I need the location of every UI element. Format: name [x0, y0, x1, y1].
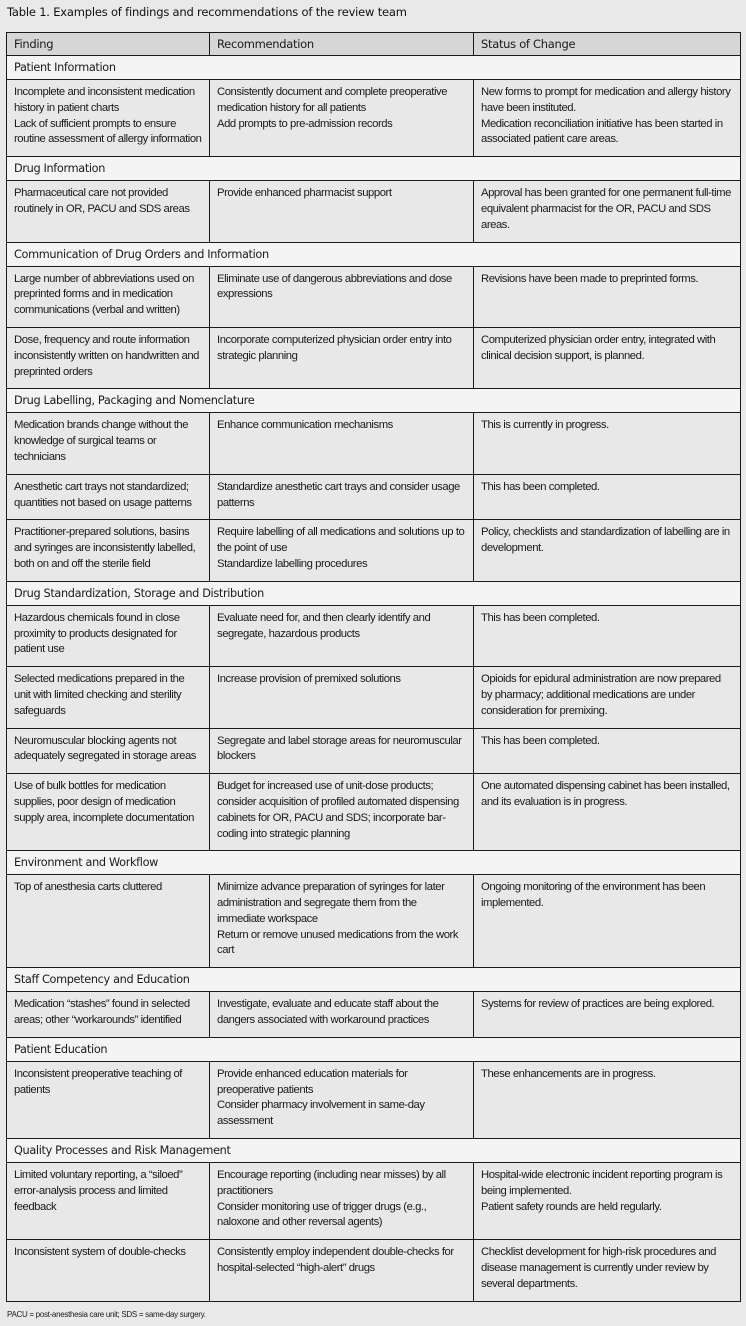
- recommendation-text: Eliminate use of dangerous abbreviations and dose expressions: [217, 272, 452, 301]
- table-row: [7, 413, 741, 474]
- status-text: These enhancements are in progress.: [481, 1067, 656, 1080]
- table-row: [7, 1163, 741, 1240]
- status-cell: [474, 1240, 741, 1301]
- section-title: Quality Processes and Risk Management: [7, 1139, 741, 1163]
- finding-text: Selected medications prepared in the unit with limited checking and sterility safeguards: [14, 673, 185, 717]
- finding-text: Lack of sufficient prompts to ensure routine assessment of allergy information: [14, 117, 202, 146]
- recommendation-text: Evaluate need for, and then clearly identify and segregate, hazardous products: [217, 611, 431, 640]
- section-header-row: [7, 242, 741, 266]
- recommendation-text: Enhance communication mechanisms: [217, 419, 393, 432]
- status-text: Systems for review of practices are being explored.: [481, 998, 715, 1011]
- finding-cell: [7, 1240, 210, 1301]
- recommendation-text: Consider pharmacy involvement in same-day assessment: [217, 1099, 425, 1128]
- finding-cell: [7, 413, 210, 474]
- section-title: Drug Labelling, Packaging and Nomenclature: [7, 389, 741, 413]
- finding-text: Inconsistent preoperative teaching of patients: [14, 1067, 182, 1096]
- finding-cell: [7, 875, 210, 968]
- status-text: This is currently in progress.: [481, 419, 609, 432]
- finding-cell: [7, 266, 210, 327]
- column-header-status: Status of Change: [474, 33, 741, 56]
- table-row: [7, 774, 741, 851]
- table-row: [7, 266, 741, 327]
- status-text: Computerized physician order entry, integrated with clinical decision support, is planned.: [481, 333, 716, 362]
- finding-text: Pharmaceutical care not provided routinely in OR, PACU and SDS areas: [14, 187, 190, 215]
- table-row: [7, 605, 741, 666]
- recommendation-text: Investigate, evaluate and educate staff about the dangers associated with workaround practices: [217, 998, 439, 1027]
- recommendation-text: Consistently employ independent double-checks for hospital-selected “high-alert” drugs: [217, 1246, 454, 1275]
- status-cell: [474, 413, 741, 474]
- status-cell: [474, 1061, 741, 1138]
- recommendation-text: Consistently document and complete preoperative medication history for all patients: [217, 86, 448, 114]
- finding-text: Practitioner-prepared solutions, basins and syringes are inconsistently labelled, both on and off the sterile field: [14, 526, 196, 570]
- status-cell: [474, 992, 741, 1038]
- table-row: [7, 667, 741, 728]
- status-text: This has been completed.: [481, 480, 600, 493]
- finding-text: Top of anesthesia carts cluttered: [14, 881, 162, 894]
- column-header-finding: Finding: [7, 33, 210, 56]
- status-cell: [474, 327, 741, 388]
- recommendation-text: Increase provision of premixed solutions: [217, 673, 401, 686]
- recommendation-text: Encourage reporting (including near misses) by all practitioners: [217, 1169, 446, 1197]
- status-cell: [474, 1163, 741, 1240]
- status-text: Ongoing monitoring of the environment has been implemented.: [481, 881, 706, 910]
- footnote: PACU = post-anesthesia care unit; SDS = same-day surgery.: [7, 1309, 206, 1319]
- section-title: Drug Standardization, Storage and Distribution: [7, 581, 741, 605]
- table-row: [7, 1240, 741, 1301]
- status-text: Checklist development for high-risk procedures and disease management is currently under review by several departments.: [481, 1246, 716, 1290]
- table-row: [7, 327, 741, 388]
- recommendation-text: Provide enhanced pharmacist support: [217, 187, 392, 200]
- table-row: [7, 728, 741, 774]
- recommendation-cell: [210, 875, 474, 968]
- table-body: [7, 56, 741, 1302]
- findings-table: [6, 32, 741, 1302]
- finding-cell: [7, 1061, 210, 1138]
- table-header: [7, 33, 741, 56]
- status-cell: [474, 474, 741, 520]
- status-text: Policy, checklists and standardization of labelling are in development.: [481, 526, 730, 555]
- status-text: This has been completed.: [481, 611, 600, 624]
- finding-cell: [7, 667, 210, 728]
- finding-cell: [7, 605, 210, 666]
- recommendation-cell: [210, 1240, 474, 1301]
- finding-cell: [7, 1163, 210, 1240]
- section-title: Drug Information: [7, 157, 741, 181]
- section-header-row: [7, 56, 741, 80]
- recommendation-cell: [210, 80, 474, 157]
- section-title: Environment and Workflow: [7, 851, 741, 875]
- recommendation-text: Consider monitoring use of trigger drugs (e.g., naloxone and other reversal agents): [217, 1200, 427, 1229]
- finding-text: Medication brands change without the knowledge of surgical teams or technicians: [14, 419, 189, 463]
- header-row: [7, 33, 741, 56]
- finding-cell: [7, 728, 210, 774]
- recommendation-cell: [210, 474, 474, 520]
- recommendation-text: Budget for increased use of unit-dose products; consider acquisition of profiled automated dispensing cabinets for OR, PACU and SDS; incorporate bar-coding into strategic planning: [217, 780, 459, 840]
- finding-text: Incomplete and inconsistent medication history in patient charts: [14, 86, 195, 114]
- recommendation-cell: [210, 605, 474, 666]
- table-row: [7, 520, 741, 581]
- section-header-row: [7, 389, 741, 413]
- recommendation-text: Incorporate computerized physician order entry into strategic planning: [217, 333, 452, 362]
- recommendation-cell: [210, 181, 474, 242]
- recommendation-text: Require labelling of all medications and solutions up to the point of use: [217, 526, 465, 555]
- status-text: One automated dispensing cabinet has been installed, and its evaluation is in progress.: [481, 780, 730, 808]
- finding-text: Use of bulk bottles for medication supplies, poor design of medication supply area, incomplete documentation: [14, 780, 194, 824]
- recommendation-text: Segregate and label storage areas for neuromuscular blockers: [217, 734, 462, 763]
- status-cell: [474, 875, 741, 968]
- table-caption: Table 1. Examples of findings and recommendations of the review team: [7, 5, 407, 19]
- finding-cell: [7, 992, 210, 1038]
- section-header-row: [7, 1139, 741, 1163]
- status-cell: [474, 605, 741, 666]
- finding-text: Limited voluntary reporting, a “siloed” error-analysis process and limited feedback: [14, 1169, 183, 1213]
- recommendation-text: Provide enhanced education materials for preoperative patients: [217, 1067, 408, 1096]
- status-text: Medication reconciliation initiative has been started in associated patient care areas.: [481, 117, 723, 146]
- section-header-row: [7, 157, 741, 181]
- recommendation-text: Return or remove unused medications from the work cart: [217, 928, 459, 957]
- recommendation-cell: [210, 992, 474, 1038]
- status-text: Revisions have been made to preprinted forms.: [481, 272, 699, 285]
- finding-cell: [7, 520, 210, 581]
- recommendation-cell: [210, 413, 474, 474]
- status-text: Opioids for epidural administration are now prepared by pharmacy; additional medications are under consideration for premixing.: [481, 673, 721, 717]
- table-row: [7, 992, 741, 1038]
- status-cell: [474, 181, 741, 242]
- recommendation-cell: [210, 327, 474, 388]
- section-header-row: [7, 968, 741, 992]
- finding-cell: [7, 774, 210, 851]
- finding-cell: [7, 80, 210, 157]
- finding-text: Inconsistent system of double-checks: [14, 1246, 186, 1259]
- finding-cell: [7, 181, 210, 242]
- status-text: Hospital-wide electronic incident reporting program is being implemented.: [481, 1169, 723, 1197]
- recommendation-cell: [210, 1163, 474, 1240]
- recommendation-cell: [210, 266, 474, 327]
- recommendation-cell: [210, 774, 474, 851]
- status-cell: [474, 520, 741, 581]
- finding-text: Dose, frequency and route information inconsistently written on handwritten and preprinted orders: [14, 333, 200, 378]
- table-row: [7, 181, 741, 242]
- section-header-row: [7, 851, 741, 875]
- status-cell: [474, 774, 741, 851]
- finding-text: Medication “stashes” found in selected areas; other “workarounds” identified: [14, 998, 190, 1027]
- table-row: [7, 1061, 741, 1138]
- status-cell: [474, 728, 741, 774]
- section-title: Patient Education: [7, 1037, 741, 1061]
- finding-cell: [7, 327, 210, 388]
- finding-text: Neuromuscular blocking agents not adequately segregated in storage areas: [14, 734, 196, 763]
- recommendation-cell: [210, 728, 474, 774]
- section-header-row: [7, 581, 741, 605]
- section-title: Communication of Drug Orders and Information: [7, 242, 741, 266]
- recommendation-cell: [210, 1061, 474, 1138]
- status-cell: [474, 266, 741, 327]
- status-text: Patient safety rounds are held regularly.: [481, 1200, 662, 1213]
- section-header-row: [7, 1037, 741, 1061]
- recommendation-text: Minimize advance preparation of syringes for later administration and segregate them from the immediate workspace: [217, 881, 445, 925]
- section-title: Patient Information: [7, 56, 741, 80]
- finding-text: Anesthetic cart trays not standardized; quantities not based on usage patterns: [14, 480, 192, 509]
- column-header-recommendation: Recommendation: [210, 33, 474, 56]
- recommendation-text: Add prompts to pre-admission records: [217, 117, 393, 130]
- table-row: [7, 474, 741, 520]
- status-cell: [474, 80, 741, 157]
- table-row: [7, 875, 741, 968]
- table-row: [7, 80, 741, 157]
- recommendation-cell: [210, 667, 474, 728]
- recommendation-text: Standardize labelling procedures: [217, 557, 368, 570]
- finding-text: Large number of abbreviations used on preprinted forms and in medication communications (verbal and written): [14, 272, 194, 317]
- status-text: Approval has been granted for one permanent full-time equivalent pharmacist for the OR, PACU and SDS areas.: [481, 187, 731, 231]
- status-cell: [474, 667, 741, 728]
- section-title: Staff Competency and Education: [7, 968, 741, 992]
- finding-text: Hazardous chemicals found in close proximity to products designated for patient use: [14, 611, 180, 656]
- recommendation-cell: [210, 520, 474, 581]
- status-text: This has been completed.: [481, 734, 600, 747]
- recommendation-text: Standardize anesthetic cart trays and consider usage patterns: [217, 480, 460, 509]
- status-text: New forms to prompt for medication and allergy history have been instituted.: [481, 86, 731, 114]
- finding-cell: [7, 474, 210, 520]
